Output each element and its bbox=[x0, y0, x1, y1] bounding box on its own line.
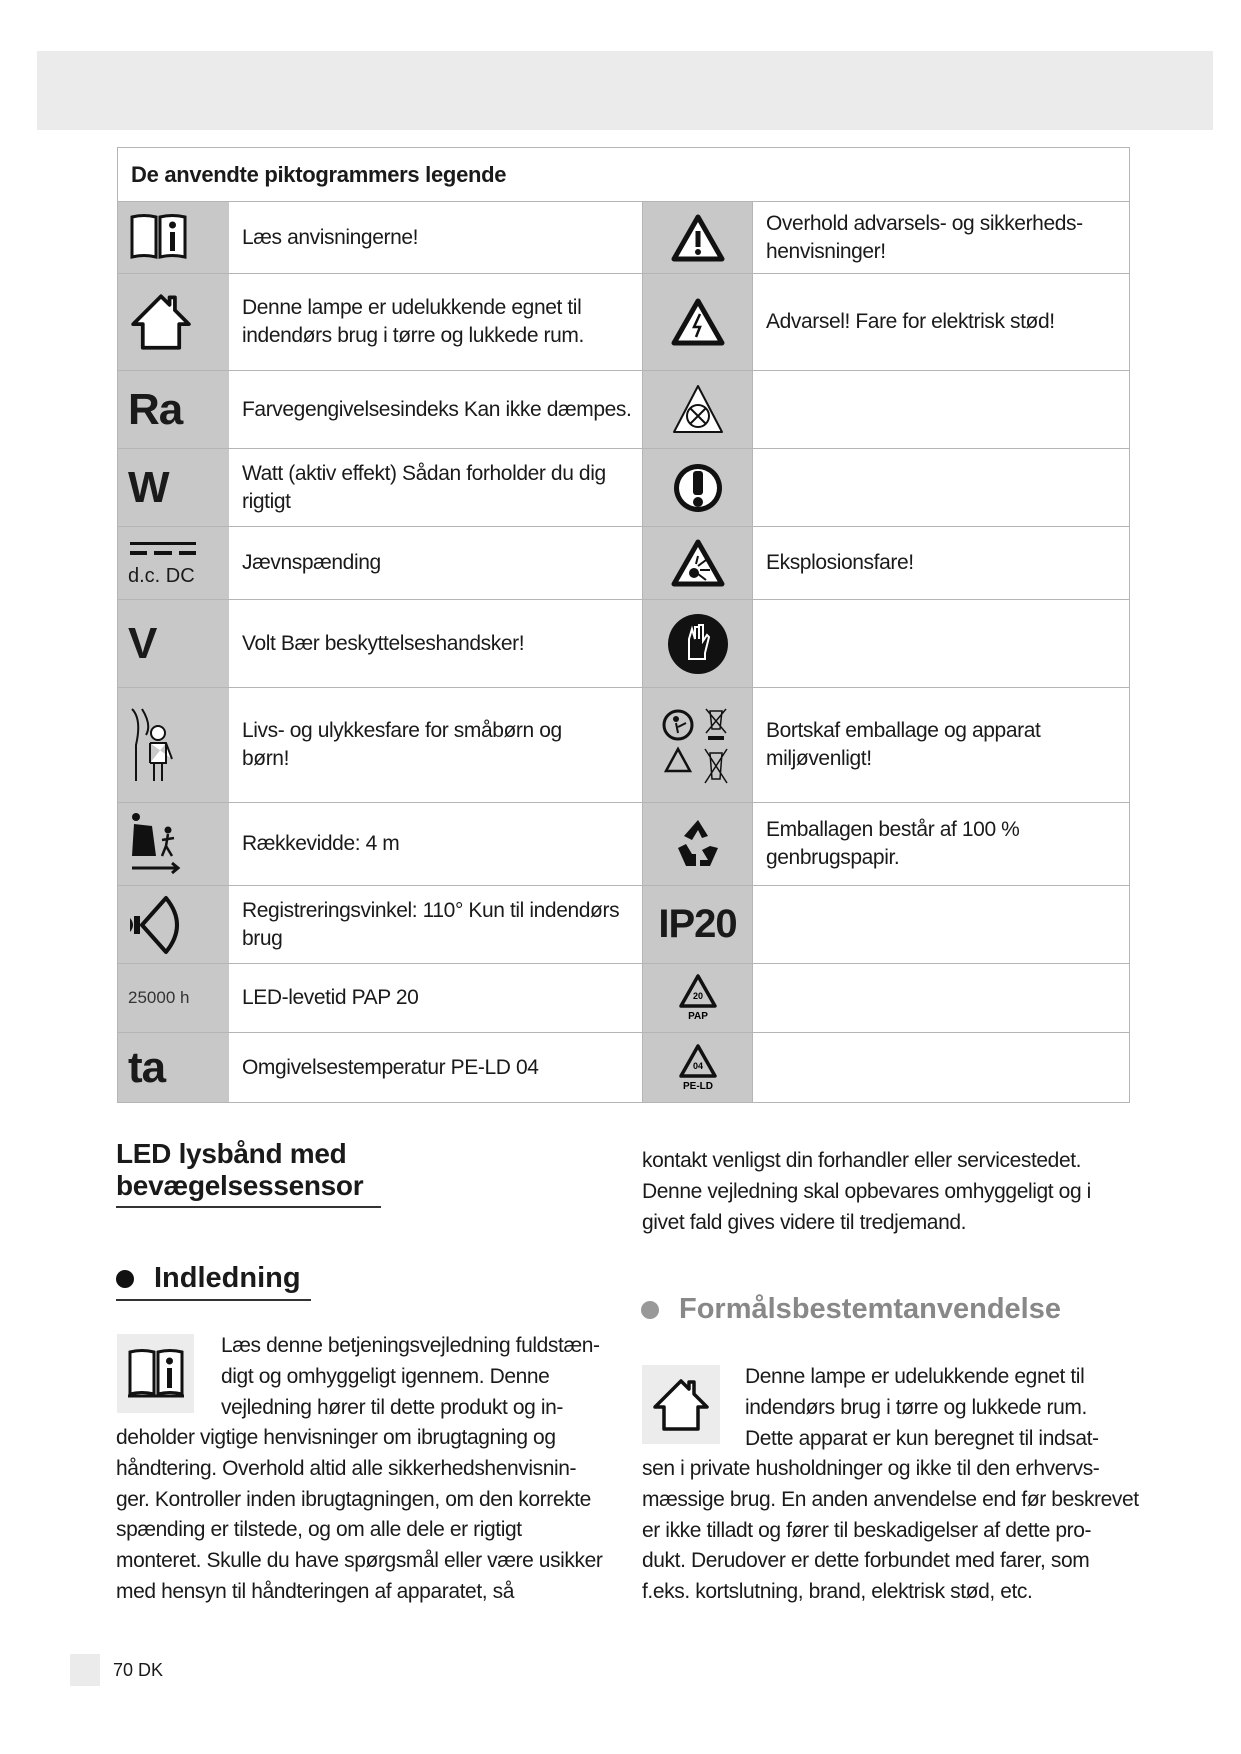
icon-label: 25000 h bbox=[128, 988, 190, 1007]
text-icon bbox=[118, 449, 229, 526]
legend-description bbox=[752, 886, 1129, 963]
house-graphic bbox=[651, 1377, 711, 1433]
legend-rows bbox=[118, 202, 1129, 1102]
page-number: 70 bbox=[113, 1660, 134, 1680]
legend-description bbox=[752, 371, 1129, 448]
intro-paragraph: deholder vigtige henvisninger om ibrugtagning og håndtering. Overhold altid alle sikkerhedshenvisnin- ger. Kontroller inden ibrugtagningen, om den korrekte spænding er tilstede, og om alle dele er rigtigt monteret. Skulle du have spørgsmål eller være usikker med hensyn til håndteringen af apparatet, så bbox=[116, 1426, 603, 1603]
icon-label: PAP bbox=[687, 1011, 708, 1022]
text-icon bbox=[118, 1033, 229, 1102]
legend-row bbox=[118, 964, 1129, 1033]
warning-triangle-icon bbox=[642, 202, 752, 273]
book-info-icon bbox=[117, 1334, 194, 1413]
legend-description: Bortskaf emballage og apparat miljøvenligt! bbox=[752, 688, 1129, 802]
legend-description bbox=[752, 1033, 1129, 1102]
pictogram-legend-table bbox=[117, 147, 1130, 1103]
explosion-warning-icon bbox=[642, 527, 752, 599]
house-icon-graphic bbox=[128, 292, 194, 352]
page-language: DK bbox=[138, 1660, 164, 1680]
legend-description: Advarsel! Fare for elektrisk stød! bbox=[752, 274, 1129, 370]
range-icon-graphic bbox=[128, 812, 184, 876]
recycling-code-icon bbox=[642, 964, 752, 1032]
icon-label: W bbox=[128, 462, 169, 512]
intro-underline bbox=[116, 1299, 311, 1301]
intro-paragraph-start: Læs denne betjeningsvejledning fuldstæn- digt og omhyggeligt igennem. Denne vejledning hører til dette produkt og in- bbox=[221, 1334, 600, 1419]
direct-current-icon-graphic bbox=[128, 539, 198, 559]
recycling-code-icon bbox=[642, 1033, 752, 1102]
detection-angle-icon-graphic bbox=[128, 894, 192, 956]
legend-description: Læs anvisningerne! bbox=[242, 225, 419, 249]
legend-description: Rækkevidde: 4 m bbox=[242, 832, 400, 855]
direct-current-icon bbox=[118, 527, 229, 599]
title-underline bbox=[116, 1206, 381, 1208]
legend-description: Jævnspænding bbox=[242, 551, 381, 574]
legend-description: Livs- og ulykkesfare for småbørn og børn! bbox=[242, 719, 562, 770]
intended-use-paragraph-start: Denne lampe er udelukkende egnet til indendørs brug i tørre og lukkede rum. Dette apparat er kun beregnet til indsat- bbox=[745, 1365, 1099, 1450]
intro-heading-text: Indledning bbox=[154, 1262, 301, 1294]
legend-description: LED-levetid PAP 20 bbox=[242, 986, 419, 1009]
page-marker bbox=[70, 1654, 100, 1686]
bullet-icon bbox=[641, 1301, 659, 1319]
legend-description bbox=[752, 449, 1129, 526]
intro-heading bbox=[116, 1262, 301, 1295]
page-footer bbox=[113, 1660, 163, 1681]
book-info-icon-graphic bbox=[128, 212, 190, 264]
house-icon bbox=[118, 274, 229, 370]
legend-description: Emballagen består af 100 % genbrugspapir. bbox=[752, 803, 1129, 885]
house-icon bbox=[642, 1365, 720, 1444]
legend-row bbox=[118, 202, 1129, 274]
intended-use-heading bbox=[641, 1293, 1061, 1326]
disposal-icon bbox=[642, 688, 752, 802]
legend-row bbox=[118, 371, 1129, 449]
icon-label: V bbox=[128, 618, 157, 668]
small-text-icon bbox=[118, 964, 229, 1032]
child-danger-icon bbox=[118, 688, 229, 802]
legend-title: De anvendte piktogrammers legende bbox=[118, 148, 1129, 202]
child-danger-icon-graphic bbox=[128, 705, 178, 785]
not-dimmable-icon bbox=[642, 371, 752, 448]
legend-description: Omgivelsestemperatur PE-LD 04 bbox=[242, 1055, 539, 1079]
range-icon bbox=[118, 803, 229, 885]
text-icon bbox=[118, 371, 229, 448]
legend-description bbox=[752, 964, 1129, 1032]
legend-row bbox=[118, 274, 1129, 371]
disposal-icon-graphic bbox=[660, 705, 736, 785]
mandatory-exclamation-icon bbox=[642, 449, 752, 526]
recycling-code-icon-graphic bbox=[675, 972, 721, 1024]
legend-description bbox=[752, 600, 1129, 687]
icon-label: IP20 bbox=[658, 902, 737, 946]
gloves-icon-graphic bbox=[667, 613, 729, 675]
recycle-icon-graphic bbox=[670, 816, 726, 872]
warning-triangle-icon-graphic bbox=[670, 213, 726, 263]
legend-row bbox=[118, 886, 1129, 964]
icon-number: 04 bbox=[692, 1060, 703, 1071]
legend-row bbox=[118, 1033, 1129, 1102]
legend-description: Overhold advarsels- og sikkerheds- henvisninger! bbox=[752, 202, 1129, 273]
product-title: LED lysbånd med bevægelsessensor bbox=[116, 1138, 364, 1201]
legend-description: Watt (aktiv effekt) Sådan forholder du dig rigtigt bbox=[242, 461, 606, 513]
electric-shock-warning-icon bbox=[642, 274, 752, 370]
icon-number: 20 bbox=[692, 991, 703, 1001]
legend-row bbox=[118, 527, 1129, 600]
intended-use-heading-text: Formålsbestemtanvendelse bbox=[679, 1293, 1061, 1325]
header-band bbox=[37, 51, 1213, 130]
book-info-graphic bbox=[126, 1346, 186, 1402]
detection-angle-icon bbox=[118, 886, 229, 963]
recycle-icon bbox=[642, 803, 752, 885]
intro-paragraph-continued: kontakt venligst din forhandler eller servicestedet. Denne vejledning skal opbevares omhyggeligt og i givet fald gives videre til tredjemand. bbox=[642, 1149, 1091, 1234]
text-icon bbox=[118, 600, 229, 687]
legend-row bbox=[118, 803, 1129, 886]
legend-row bbox=[118, 449, 1129, 527]
bullet-icon bbox=[116, 1270, 134, 1288]
legend-row bbox=[118, 688, 1129, 803]
legend-description: Eksplosionsfare! bbox=[752, 527, 1129, 599]
icon-label: Ra bbox=[128, 384, 183, 434]
intended-use-paragraph: sen i private husholdninger og ikke til den erhvervs- mæssige brug. En anden anvendelse end før beskrevet er ikke tilladt og fører til beskadigelser af dette pro- dukt. Derudover er dette forbundet med farer, som f.eks. kortslutning, brand, elektrisk stød, etc. bbox=[642, 1457, 1139, 1604]
book-info-icon bbox=[118, 202, 229, 273]
icon-label: d.c. DC bbox=[128, 564, 195, 587]
icon-label: ta bbox=[128, 1042, 166, 1092]
icon-label: PE-LD bbox=[682, 1080, 713, 1092]
recycling-code-icon-graphic bbox=[675, 1042, 721, 1094]
electric-shock-warning-icon-graphic bbox=[670, 297, 726, 347]
legend-description: Denne lampe er udelukkende egnet til indendørs brug i tørre og lukkede rum. bbox=[242, 296, 584, 347]
gloves-icon bbox=[642, 600, 752, 687]
explosion-warning-icon-graphic bbox=[670, 538, 726, 588]
legend-row bbox=[118, 600, 1129, 688]
legend-description: Farvegengivelsesindeks Kan ikke dæmpes. bbox=[242, 397, 632, 421]
legend-description: Registreringsvinkel: 110° Kun til indendørs brug bbox=[242, 898, 620, 950]
text-icon bbox=[642, 886, 752, 963]
legend-description: Volt Bær beskyttelseshandsker! bbox=[242, 631, 525, 655]
mandatory-exclamation-icon-graphic bbox=[671, 461, 725, 515]
not-dimmable-icon-graphic bbox=[670, 382, 726, 438]
